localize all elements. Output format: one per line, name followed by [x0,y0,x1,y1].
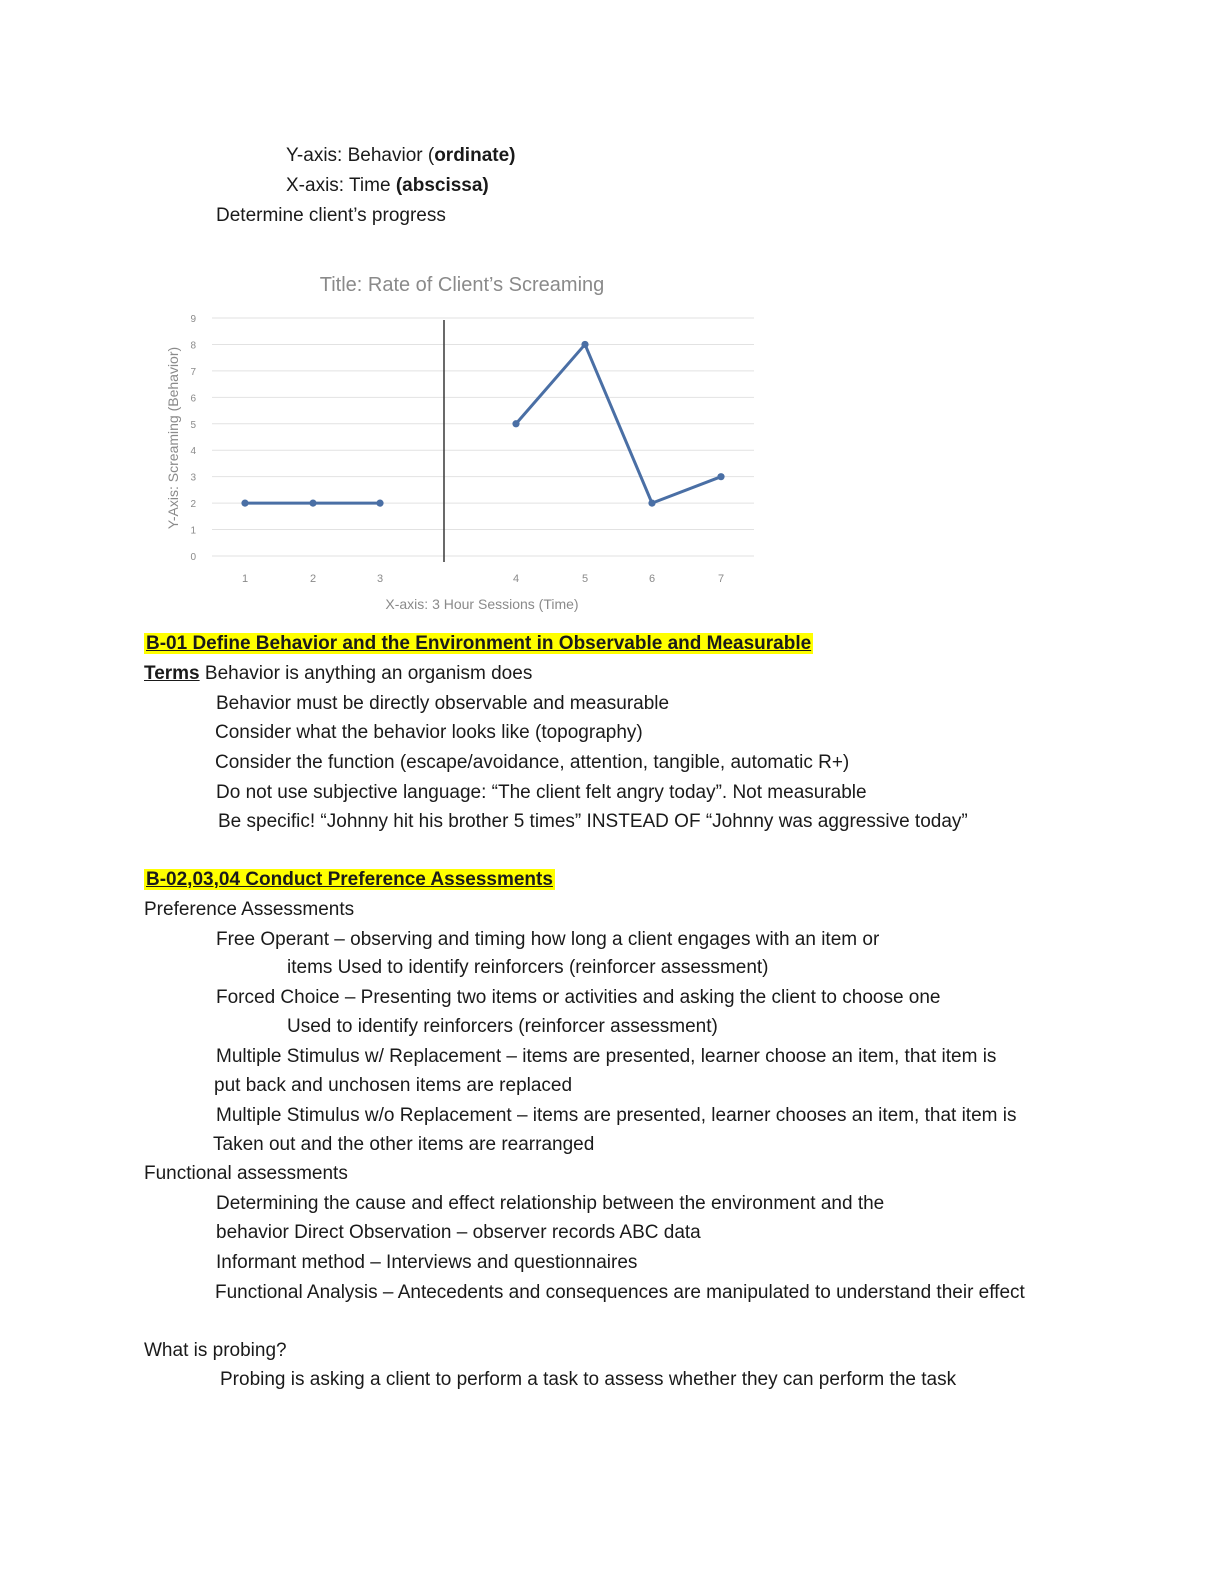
y-tick-label: 8 [190,340,196,352]
progress-note: Determine client’s progress [216,205,446,226]
func-line: behavior Direct Observation – observer records ABC data [216,1222,701,1243]
y-axis-note [286,144,515,168]
b01-line: Behavior must be directly observable and measurable [216,693,670,714]
b02-heading [144,868,555,892]
x-axis-note-text: X-axis: Time [286,175,396,196]
terms-line [144,662,532,686]
x-axis-note [286,174,489,198]
x-tick-label: 5 [581,573,589,585]
b01-line: Be specific! “Johnny hit his brother 5 times” INSTEAD OF “Johnny was aggressive today” [218,811,968,832]
b01-line: Consider what the behavior looks like (topography) [215,722,643,743]
y-axis-label: Y-Axis: Screaming (Behavior) [165,346,181,530]
b01-heading-text: B-01 Define Behavior and the Environment in Observable and Measurable [146,633,812,654]
y-axis-note-bold: ordinate) [434,145,516,166]
x-tick-label: 7 [717,573,725,585]
pref-line: Taken out and the other items are rearranged [213,1134,595,1155]
pref-line: items Used to identify reinforcers (reinforcer assessment) [287,957,769,978]
y-tick-label: 1 [190,525,196,537]
pref-line: Multiple Stimulus w/o Replacement – items are presented, learner chooses an item, that item is [216,1105,1017,1126]
func-line: Determining the cause and effect relationship between the environment and the [216,1193,885,1214]
b01-line: Do not use subjective language: “The client felt angry today”. Not measurable [216,782,867,803]
x-tick-label: 6 [648,573,656,585]
x-tick-label: 4 [512,573,520,585]
pref-line: put back and unchosen items are replaced [214,1075,573,1096]
pref-line: Used to identify reinforcers (reinforcer assessment) [287,1016,718,1037]
y-tick-label: 0 [190,552,196,563]
x-axis-label: X-axis: 3 Hour Sessions (Time) [385,596,579,612]
func-line: Functional Analysis – Antecedents and consequences are manipulated to understand their effect [215,1282,1025,1303]
terms-label: Terms [144,663,200,684]
data-point [717,473,724,480]
pref-line: Multiple Stimulus w/ Replacement – items are presented, learner choose an item, that item is [216,1046,997,1067]
b02-heading-text: B-02,03,04 Conduct Preference Assessments [146,869,553,890]
probing-answer: Probing is asking a client to perform a task to assess whether they can perform the task [220,1369,957,1390]
x-tick-label: 2 [309,573,317,585]
probing-question: What is probing? [144,1340,287,1361]
pref-line: Forced Choice – Presenting two items or activities and asking the client to choose one [216,987,941,1008]
x-tick-label: 1 [241,573,249,585]
terms-text: Behavior is anything an organism does [199,663,533,684]
data-point [376,500,383,507]
data-point [512,420,519,427]
functional-assessments-title: Functional assessments [144,1163,348,1184]
screaming-rate-chart [150,262,770,622]
y-tick-label: 3 [190,472,196,484]
y-tick-label: 6 [190,393,196,405]
func-line: Informant method – Interviews and questionnaires [216,1252,638,1273]
b01-line: Consider the function (escape/avoidance, attention, tangible, automatic R+) [215,752,850,773]
data-point [309,500,316,507]
y-tick-label: 4 [190,446,196,458]
b01-heading [144,632,813,656]
y-axis-note-text: Y-axis: Behavior ( [286,145,435,166]
pref-line: Free Operant – observing and timing how long a client engages with an item or [216,929,880,950]
data-point [648,500,655,507]
y-tick-label: 5 [190,419,196,431]
y-tick-label: 2 [190,499,196,511]
x-axis-note-bold: (abscissa) [395,175,489,196]
x-tick-label: 3 [376,573,384,585]
y-tick-label: 7 [190,366,196,378]
data-point [581,341,588,348]
data-point [241,500,248,507]
y-tick-label: 9 [190,314,196,325]
preference-assessments-title: Preference Assessments [144,899,355,920]
chart-title: Title: Rate of Client’s Screaming [319,274,605,296]
